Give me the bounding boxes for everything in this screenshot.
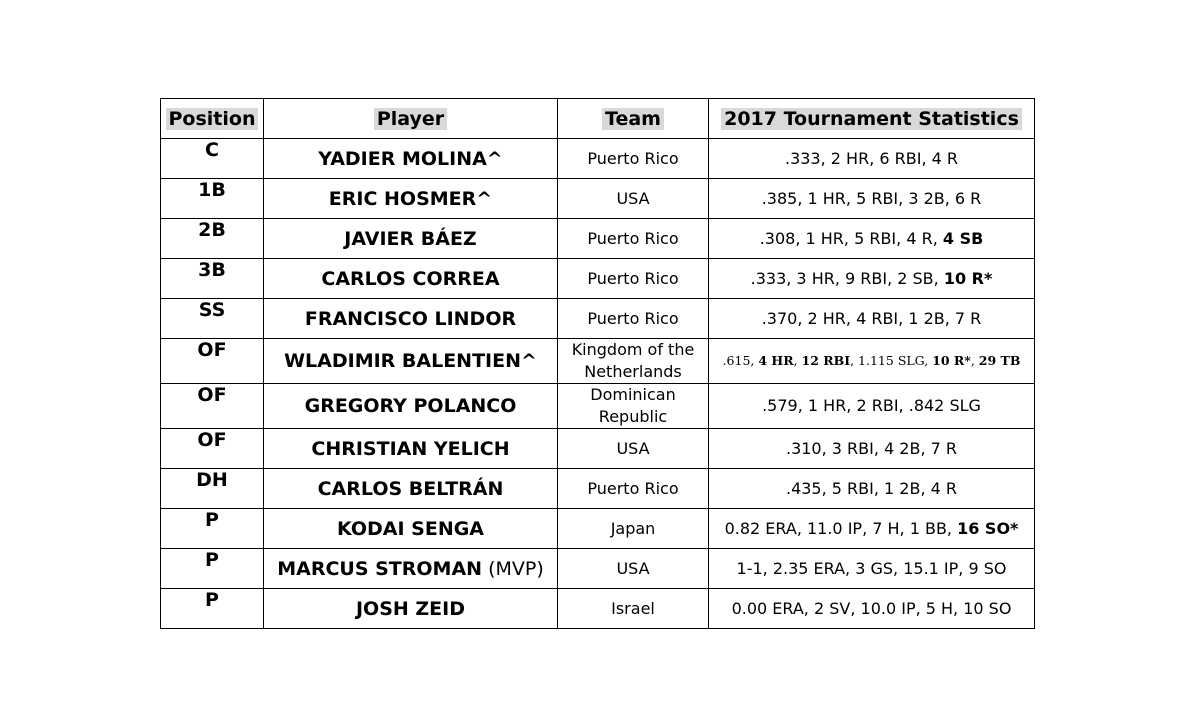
header-row [161, 99, 1035, 139]
stats-text: .615, [722, 353, 759, 368]
position-cell: C [161, 139, 264, 179]
header-team [558, 99, 709, 139]
stats-text: .308, 1 HR, 5 RBI, 4 R, [759, 228, 943, 248]
player-cell [264, 339, 558, 384]
stats-text: .333, 3 HR, 9 RBI, 2 SB, [750, 268, 944, 288]
table-row [161, 589, 1035, 629]
player-note: (MVP) [482, 557, 544, 580]
all-tournament-table [160, 98, 1035, 629]
stats-highlight: 16 SO* [957, 518, 1019, 538]
stats-cell [709, 219, 1035, 259]
header-team-label: Team [602, 108, 664, 130]
player-cell [264, 469, 558, 509]
position-cell: DH [161, 469, 264, 509]
table-row [161, 179, 1035, 219]
player-name: YADIER MOLINA^ [318, 147, 503, 170]
player-name: ERIC HOSMER^ [328, 187, 493, 210]
stats-cell [709, 339, 1035, 384]
team-cell: Puerto Rico [558, 219, 709, 259]
position-cell: OF [161, 429, 264, 469]
player-name: JAVIER BÁEZ [344, 227, 477, 250]
position-cell: OF [161, 339, 264, 384]
stats-text: , [970, 353, 979, 368]
stats-text: , 1.115 SLG, [850, 353, 933, 368]
team-cell: Kingdom of the Netherlands [558, 339, 709, 384]
stats-text: .333, 2 HR, 6 RBI, 4 R [784, 148, 958, 168]
position-cell: 1B [161, 179, 264, 219]
player-name: JOSH ZEID [355, 597, 466, 620]
header-stats-label: 2017 Tournament Statistics [721, 108, 1022, 130]
table-row [161, 299, 1035, 339]
stats-highlight: 10 R* [943, 268, 993, 288]
stats-highlight: 12 RBI [801, 353, 851, 368]
player-name: MARCUS STROMAN [277, 557, 483, 580]
header-position-label: Position [166, 108, 259, 130]
header-position [161, 99, 264, 139]
table-row [161, 469, 1035, 509]
player-cell [264, 139, 558, 179]
team-cell: Dominican Republic [558, 384, 709, 429]
stats-cell [709, 509, 1035, 549]
player-cell [264, 219, 558, 259]
stats-cell [709, 259, 1035, 299]
player-cell [264, 384, 558, 429]
team-cell: Puerto Rico [558, 259, 709, 299]
player-cell [264, 179, 558, 219]
stats-highlight: 4 HR [758, 353, 794, 368]
player-cell [264, 299, 558, 339]
player-name: CHRISTIAN YELICH [311, 437, 510, 460]
header-player-label: Player [374, 108, 447, 130]
stats-cell [709, 179, 1035, 219]
stats-cell [709, 384, 1035, 429]
position-cell: P [161, 589, 264, 629]
player-name: CARLOS BELTRÁN [317, 477, 504, 500]
header-stats [709, 99, 1035, 139]
team-cell: USA [558, 179, 709, 219]
team-cell: Puerto Rico [558, 299, 709, 339]
stats-text: 1-1, 2.35 ERA, 3 GS, 15.1 IP, 9 SO [736, 558, 1007, 578]
table-row [161, 259, 1035, 299]
stats-highlight: 4 SB [942, 228, 984, 248]
team-cell: Japan [558, 509, 709, 549]
stats-cell [709, 469, 1035, 509]
stats-text: .385, 1 HR, 5 RBI, 3 2B, 6 R [761, 188, 982, 208]
player-name: KODAI SENGA [336, 517, 485, 540]
position-cell: 3B [161, 259, 264, 299]
stats-cell [709, 139, 1035, 179]
table-row [161, 429, 1035, 469]
player-cell [264, 589, 558, 629]
position-cell: P [161, 549, 264, 589]
table-row [161, 139, 1035, 179]
stats-text: , [793, 353, 802, 368]
stats-text: .370, 2 HR, 4 RBI, 1 2B, 7 R [761, 308, 982, 328]
table-row [161, 219, 1035, 259]
stats-cell [709, 589, 1035, 629]
team-cell: USA [558, 429, 709, 469]
player-cell [264, 549, 558, 589]
stats-cell [709, 429, 1035, 469]
player-name: CARLOS CORREA [321, 267, 500, 290]
player-name: FRANCISCO LINDOR [304, 307, 517, 330]
position-cell: P [161, 509, 264, 549]
stats-highlight: 29 TB [978, 353, 1021, 368]
team-cell: Puerto Rico [558, 139, 709, 179]
stats-text: .310, 3 RBI, 4 2B, 7 R [785, 438, 958, 458]
team-cell: USA [558, 549, 709, 589]
player-cell [264, 429, 558, 469]
table-row [161, 509, 1035, 549]
team-cell: Israel [558, 589, 709, 629]
table-row [161, 339, 1035, 384]
position-cell: OF [161, 384, 264, 429]
stats-cell [709, 299, 1035, 339]
table-row [161, 549, 1035, 589]
stats-text: 0.82 ERA, 11.0 IP, 7 H, 1 BB, [724, 518, 958, 538]
position-cell: SS [161, 299, 264, 339]
table-row [161, 384, 1035, 429]
stats-text: .579, 1 HR, 2 RBI, .842 SLG [762, 396, 981, 415]
player-name: GREGORY POLANCO [304, 395, 517, 417]
stats-highlight: 10 R* [932, 353, 971, 368]
team-cell: Puerto Rico [558, 469, 709, 509]
stats-cell [709, 549, 1035, 589]
stats-text: 0.00 ERA, 2 SV, 10.0 IP, 5 H, 10 SO [731, 598, 1012, 618]
stats-text: .435, 5 RBI, 1 2B, 4 R [785, 478, 958, 498]
player-cell [264, 509, 558, 549]
player-name: WLADIMIR BALENTIEN^ [284, 350, 537, 372]
position-cell: 2B [161, 219, 264, 259]
player-cell [264, 259, 558, 299]
header-player [264, 99, 558, 139]
